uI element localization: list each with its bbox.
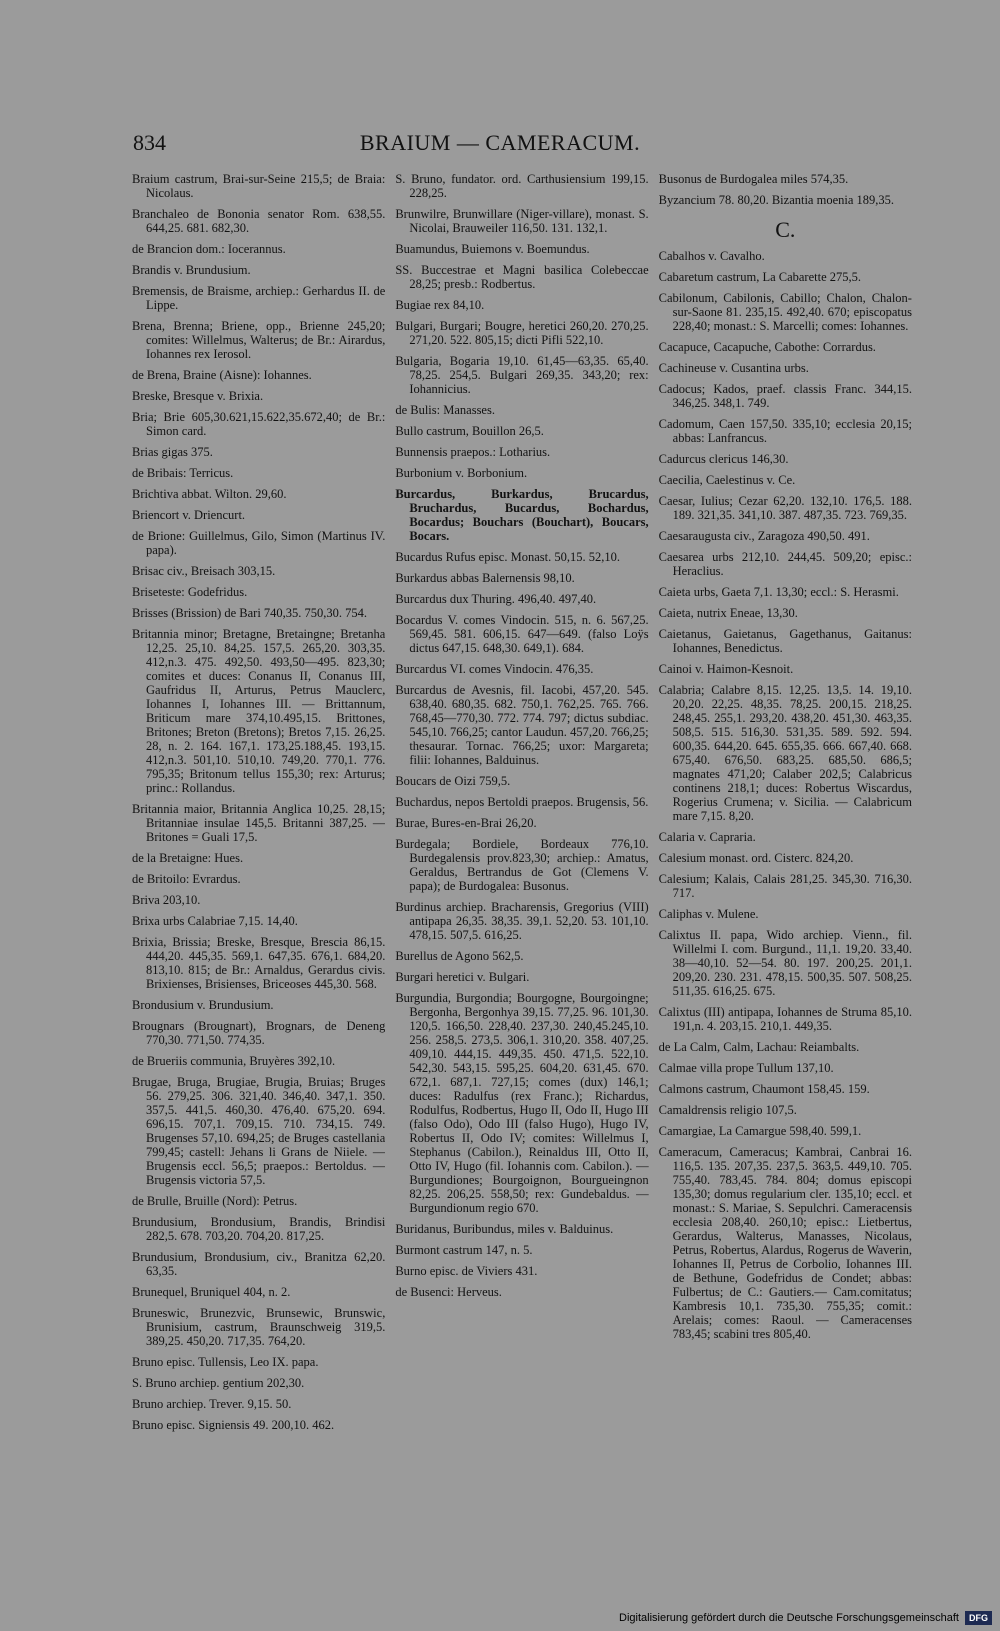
index-entry: Caietanus, Gaietanus, Gagethanus, Gaitanus: Iohannes, Benedictus. — [658, 627, 912, 655]
index-entry: Britannia minor; Bretagne, Bretaingne; Bretanha 12,25. 25,10. 84,25. 157,5. 265,20. 303,35. 412,n.3. 475. 492,50. 493,50—495. 823,30; comites et duces: Conanus II, Conanus III, Gaufridus II, Arturus, Petrus Mauclerc, Iohannes I, Iohannes III. — Brittannum, Briticum mare 374,10.495,15. Brittones, Britones; Breton (Bretons); Bretos 7,15. 26,25. 28, n. 2. 164. 167,1. 173,25.188,45. 193,15. 412,n.3. 501,10. 510,10. 749,20. 770,1. 776. 795,35; Britonum tellus 155,30; rex: Arturus; princ.: Rollandus. — [132, 627, 386, 795]
index-entry: Brena, Brenna; Briene, opp., Brienne 245,20; comites: Willelmus, Walterus; de Br.: Airardus, Iohannes rex Ierosol. — [132, 319, 386, 361]
index-entry: Briencort v. Driencurt. — [132, 508, 246, 522]
index-entry: Burdegala; Bordiele, Bordeaux 776,10. Burdegalensis prov.823,30; archiep.: Amatus, Geraldus, Bertrandus de Got (Clemens V. papa); de Burdogalea: Busonus. — [395, 837, 649, 893]
index-entry: Cacapuce, Cacapuche, Cabothe: Corrardus. — [658, 340, 876, 354]
index-entry: Bucardus Rufus episc. Monast. 50,15. 52,10. — [395, 550, 620, 564]
index-entry: Bremensis, de Braisme, archiep.: Gerhardus II. de Lippe. — [132, 284, 386, 312]
index-entry: Breske, Bresque v. Brixia. — [132, 389, 264, 403]
index-entry: Brugae, Bruga, Brugiae, Brugia, Bruias; Bruges 56. 279,25. 306. 321,40. 346,40. 347,1. 350. 357,5. 441,5. 460,30. 476,40. 675,20. 694. 696,15. 707,1. 709,15. 710. 734,15. 749. Brugenses 57,10. 694,25; de Bruges castellania 799,45; castell: Jehans li Grans de Niiele. — Brugensis eccl. 56,5; praepos.: Bertoldus. — Brugensis victoria 57,5. — [132, 1075, 386, 1187]
index-entry: SS. Buccestrae et Magni basilica Colebeccae 28,25; presb.: Rodbertus. — [395, 263, 649, 291]
index-entry: Caieta, nutrix Eneae, 13,30. — [658, 606, 798, 620]
index-entry: Busonus de Burdogalea miles 574,35. — [658, 172, 849, 186]
index-entry: Calmae villa prope Tullum 137,10. — [658, 1061, 834, 1075]
index-entry: Burbonium v. Borbonium. — [395, 466, 528, 480]
index-entry: de Brena, Braine (Aisne): Iohannes. — [132, 368, 312, 382]
index-entry: Burae, Bures-en-Brai 26,20. — [395, 816, 537, 830]
index-entry: Bullo castrum, Bouillon 26,5. — [395, 424, 544, 438]
digitization-credit: Digitalisierung gefördert durch die Deutsche Forschungsgemeinschaft — [619, 1612, 959, 1624]
index-entry: Buridanus, Buribundus, miles v. Balduinus. — [395, 1222, 614, 1236]
index-entry: Cameracum, Cameracus; Kambrai, Canbrai 16. 116,5. 135. 207,35. 237,5. 363,5. 449,10. 705. 755,40. 783,45. 784. 804; domus episcopi 135,30; domus regularium cler. 135,10; eccl. et monast.: S. Mariae, S. Sepulchri. Cameracensis ecclesia 208,40. 260,10; episc.: Lietbertus, Gerardus, Walterus, Manasses, Nicolaus, Petrus, Robertus, Alardus, Rogerus de Waverin, Iohannes II, Petrus de Corbolio, Iohannes III. de Bethune, Godefridus de Condet; abbas: Fulbertus; de C.: Gautiers.— Cam.comitatus; Kambresis 10,1. 735,30. 755,35; comit.: Arelais; comes: Raoul. — Cameracenses 783,45; scabini tres 805,40. — [658, 1145, 912, 1341]
index-entry: Cainoi v. Haimon-Kesnoit. — [658, 662, 794, 676]
index-entry: Brichtiva abbat. Wilton. 29,60. — [132, 487, 287, 501]
index-entry: Burcardus VI. comes Vindocin. 476,35. — [395, 662, 594, 676]
index-entry: Boucars de Oizi 759,5. — [395, 774, 511, 788]
index-entry: Brandis v. Brundusium. — [132, 263, 251, 277]
index-entry: Cadomum, Caen 157,50. 335,10; ecclesia 20,15; abbas: Lanfrancus. — [658, 417, 912, 445]
index-entry: Cabaretum castrum, La Cabarette 275,5. — [658, 270, 862, 284]
index-entry: Brunequel, Bruniquel 404, n. 2. — [132, 1285, 291, 1299]
index-entry: Caecilia, Caelestinus v. Ce. — [658, 473, 796, 487]
index-entry: Cabilonum, Cabilonis, Cabillo; Chalon, Chalon-sur-Saone 81. 235,15. 492,40. 670; episcopatus 228,40; monast.: S. Marcelli; comes: Iohannes. — [658, 291, 912, 333]
index-entry: Burellus de Agono 562,5. — [395, 949, 524, 963]
page-number: 834 — [133, 130, 166, 155]
index-entry: Burgundia, Burgondia; Bourgogne, Bourgoingne; Bergonha, Bergonhya 39,15. 77,25. 96. 101,30. 120,5. 166,50. 228,40. 237,30. 240,45.245,10. 256. 258,5. 273,5. 306,1. 310,20. 358. 407,25. 409,10. 444,15. 449,35. 450. 471,5. 522,10. 542,30. 543,15. 595,25. 604,20. 631,45. 670. 672,1. 687,1. 727,15; comes (dux) 146,1; duces: Radulfus (rex Franc.); Richardus, Rodulfus, Rodbertus, Hugo II, Odo II, Hugo III (falso Odo), Odo III (falso Hugo), Hugo IV, Robertus II, Odo IV; comites: Willelmus I, Stephanus (Cabilon.), Reinaldus III, Otto II, Otto IV, Hugo (fil. Iohannis com. Cabilon.). — Burgundiones; Bourgoignon, Bourgueingnon 82,25. 206,25. 558,50; rex: Gundebaldus. — Burgundionum regio 670. — [395, 991, 649, 1215]
index-entry: Burkardus abbas Balernensis 98,10. — [395, 571, 575, 585]
index-entry: de La Calm, Calm, Lachau: Reiambalts. — [658, 1040, 860, 1054]
index-entry: Cadocus; Kados, praef. classis Franc. 344,15. 346,25. 348,1. 749. — [658, 382, 912, 410]
index-entry: Burcardus, Burkardus, Brucardus, Bruchardus, Bucardus, Bochardus, Bocardus; Bouchars (Bouchart), Boucars, Bocars. — [395, 487, 649, 543]
index-entry: Bulgaria, Bogaria 19,10. 61,45—63,35. 65,40. 78,25. 254,5. Bulgari 269,35. 343,20; rex: Iohannicius. — [395, 354, 649, 396]
index-entry: Bulgari, Burgari; Bougre, heretici 260,20. 270,25. 271,20. 522. 805,15; dicti Pifli 522,10. — [395, 319, 649, 347]
index-entry: Bruno episc. Tullensis, Leo IX. papa. — [132, 1355, 319, 1369]
index-entry: Caliphas v. Mulene. — [658, 907, 759, 921]
index-entry: Braium castrum, Brai-sur-Seine 215,5; de Braia: Nicolaus. — [132, 172, 386, 200]
index-entry: Burgari heretici v. Bulgari. — [395, 970, 530, 984]
index-column-3 — [659, 172, 912, 1502]
index-entry: Bugiae rex 84,10. — [395, 298, 485, 312]
index-entry: Brunwilre, Brunwillare (Niger-villare), monast. S. Nicolai, Brauweiler 116,50. 131. 132,1. — [395, 207, 649, 235]
index-entry: Burdinus archiep. Bracharensis, Gregorius (VIII) antipapa 26,35. 38,35. 39,1. 52,20. 53. 101,10. 478,15. 507,5. 616,25. — [395, 900, 649, 942]
index-entry: de la Bretaigne: Hues. — [132, 851, 244, 865]
index-entry: S. Bruno archiep. gentium 202,30. — [132, 1376, 305, 1390]
index-entry: Brisses (Brission) de Bari 740,35. 750,30. 754. — [132, 606, 368, 620]
index-entry: Briseteste: Godefridus. — [132, 585, 248, 599]
index-entry: Bruno archiep. Trever. 9,15. 50. — [132, 1397, 292, 1411]
index-entry: de Brancion dom.: Iocerannus. — [132, 242, 286, 256]
index-entry: Brondusium v. Brundusium. — [132, 998, 274, 1012]
index-columns — [132, 172, 912, 1502]
index-entry: Buamundus, Buiemons v. Boemundus. — [395, 242, 590, 256]
index-entry: Cachineuse v. Cusantina urbs. — [658, 361, 809, 375]
index-entry: Caesar, Iulius; Cezar 62,20. 132,10. 176,5. 188. 189. 321,35. 341,10. 387. 487,35. 723. 769,35. — [658, 494, 912, 522]
index-entry: Calesium monast. ord. Cisterc. 824,20. — [658, 851, 854, 865]
index-entry: de Brueriis communia, Bruyères 392,10. — [132, 1054, 336, 1068]
index-entry: Bruneswic, Brunezvic, Brunsewic, Brunswic, Brunisium, castrum, Braunschweig 319,5. 389,25. 450,20. 717,35. 764,20. — [132, 1306, 386, 1348]
index-entry: Calesium; Kalais, Calais 281,25. 345,30. 716,30. 717. — [658, 872, 912, 900]
index-entry: Bria; Brie 605,30.621,15.622,35.672,40; de Br.: Simon card. — [132, 410, 386, 438]
index-entry: Cadurcus clericus 146,30. — [658, 452, 789, 466]
index-column-2 — [395, 172, 648, 1502]
index-entry: de Bulis: Manasses. — [395, 403, 495, 417]
index-entry: Calixtus II. papa, Wido archiep. Vienn., fil. Willelmi I. com. Burgund., 11,1. 19,20. 33,40. 38—40,10. 52—54. 80. 197. 200,25. 201,1. 209,20. 230. 231. 478,15. 500,35. 507. 508,25. 511,35. 616,25. 675. — [658, 928, 912, 998]
index-entry: de Busenci: Herveus. — [395, 1285, 502, 1299]
index-entry: Brixa urbs Calabriae 7,15. 14,40. — [132, 914, 298, 928]
index-entry: de Brulle, Bruille (Nord): Petrus. — [132, 1194, 298, 1208]
index-entry: S. Bruno, fundator. ord. Carthusiensium 199,15. 228,25. — [395, 172, 649, 200]
index-entry: Calaria v. Capraria. — [658, 830, 756, 844]
dfg-logo: DFG — [965, 1611, 992, 1625]
index-entry: Burcardus de Avesnis, fil. Iacobi, 457,20. 545. 638,40. 680,35. 682. 750,1. 762,25. 765. 766. 768,45—770,30. 772. 774. 797; dictus subdiac. 545,10. 766,25; cantor Laudun. 457,20. 766,25; thesaurar. Tornac. 766,25; uxor: Margareta; filii: Iohannes, Balduinus. — [395, 683, 649, 767]
index-entry: Branchaleo de Bononia senator Rom. 638,55. 644,25. 681. 682,30. — [132, 207, 386, 235]
index-entry: Burno episc. de Viviers 431. — [395, 1264, 538, 1278]
index-entry: Bocardus V. comes Vindocin. 515, n. 6. 567,25. 569,45. 581. 606,15. 647—649. (falso Loÿs dictus 647,15. 648,30. 649,1). 684. — [395, 613, 649, 655]
index-entry: Calabria; Calabre 8,15. 12,25. 13,5. 14. 19,10. 20,20. 22,25. 48,35. 78,25. 200,15. 218,25. 248,45. 255,1. 293,20. 438,20. 451,30. 463,35. 508,5. 515. 516,30. 531,35. 589. 592. 594. 600,35. 644,20. 645. 655,35. 666. 667,40. 668. 675,40. 676,50. 683,25. 685,50. 686,5; magnates 471,20; Calaber 202,5; Calabricus continens 218,1; duces: Robertus Wiscardus, Rogerius Crumena; v. Sicilia. — Calabricum mare 7,15. 8,20. — [658, 683, 912, 823]
index-entry: Britannia maior, Britannia Anglica 10,25. 28,15; Britanniae insulae 145,5. Britanni 387,25. — Britones = Guali 17,5. — [132, 802, 386, 844]
page-header — [0, 130, 1000, 164]
index-entry: Caieta urbs, Gaeta 7,1. 13,30; eccl.: S. Herasmi. — [658, 585, 899, 599]
running-title: BRAIUM — CAMERACUM. — [359, 130, 641, 155]
index-entry: Calixtus (III) antipapa, Iohannes de Struma 85,10. 191,n. 4. 203,15. 210,1. 449,35. — [658, 1005, 912, 1033]
index-entry: Brias gigas 375. — [132, 445, 213, 459]
index-entry: Caesaraugusta civ., Zaragoza 490,50. 491. — [658, 529, 870, 543]
index-entry: Brundusium, Brondusium, civ., Branitza 62,20. 63,35. — [132, 1250, 386, 1278]
index-entry: de Bribais: Terricus. — [132, 466, 234, 480]
page-footer — [619, 1611, 992, 1625]
index-entry: Camargiae, La Camargue 598,40. 599,1. — [658, 1124, 862, 1138]
index-entry: Byzancium 78. 80,20. Bizantia moenia 189,35. — [658, 193, 895, 207]
index-entry: Brisac civ., Breisach 303,15. — [132, 564, 276, 578]
index-entry: Cabalhos v. Cavalho. — [658, 249, 765, 263]
index-entry: Brundusium, Brondusium, Brandis, Brindisi 282,5. 678. 703,20. 704,20. 817,25. — [132, 1215, 386, 1243]
index-entry: Camaldrensis religio 107,5. — [658, 1103, 797, 1117]
index-entry: Bruno episc. Signiensis 49. 200,10. 462. — [132, 1418, 335, 1432]
index-entry: Brixia, Brissia; Breske, Bresque, Brescia 86,15. 444,20. 445,35. 569,1. 647,35. 676,1. 684,20. 813,10. 815; de Br.: Arnaldus, Gerardus civis. Brixienses, Brisienses, Briceoses 445,30. 568. — [132, 935, 386, 991]
index-entry: Brougnars (Brougnart), Brognars, de Deneng 770,30. 771,50. 774,35. — [132, 1019, 386, 1047]
index-column-1 — [132, 172, 385, 1502]
index-entry: Calmons castrum, Chaumont 158,45. 159. — [658, 1082, 870, 1096]
index-entry: Bunnensis praepos.: Lotharius. — [395, 445, 551, 459]
index-entry: Briva 203,10. — [132, 893, 201, 907]
index-entry: Caesarea urbs 212,10. 244,45. 509,20; episc.: Heraclius. — [658, 550, 912, 578]
index-entry: Buchardus, nepos Bertoldi praepos. Brugensis, 56. — [395, 795, 649, 809]
section-letter: C. — [775, 217, 796, 242]
index-entry: Burcardus dux Thuring. 496,40. 497,40. — [395, 592, 597, 606]
index-entry: de Brione: Guillelmus, Gilo, Simon (Martinus IV. papa). — [132, 529, 386, 557]
index-entry: de Britoilo: Evrardus. — [132, 872, 241, 886]
index-entry: Burmont castrum 147, n. 5. — [395, 1243, 533, 1257]
